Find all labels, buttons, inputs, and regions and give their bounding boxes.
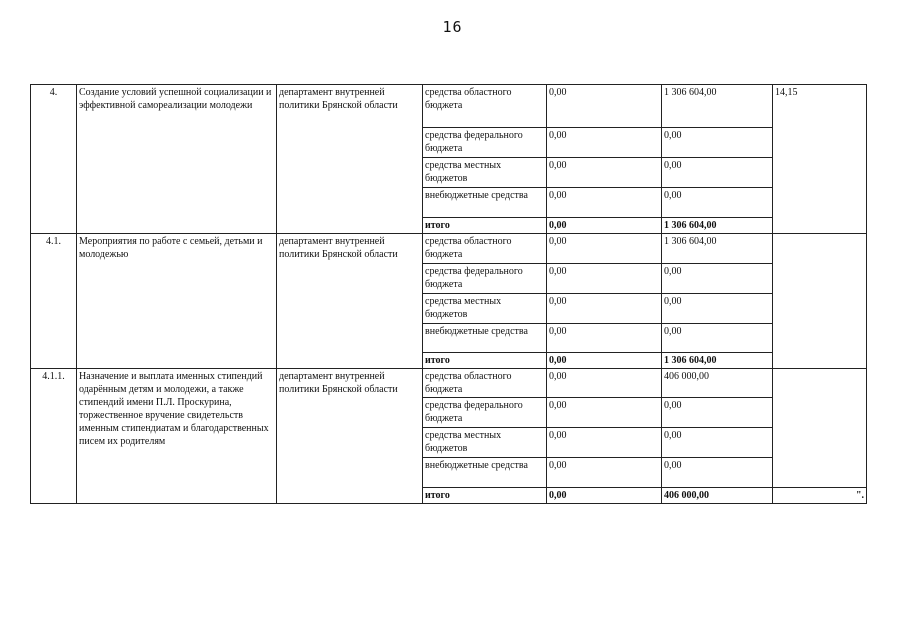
total-value: 1 306 604,00 [662,218,773,234]
total-value: 1 306 604,00 [662,353,773,369]
executor-cell: департамент внутренней политики Брянской области [277,85,423,234]
value-cell: 0,00 [547,398,662,428]
value-cell: 0,00 [547,458,662,488]
value-cell: 0,00 [547,188,662,218]
value-cell: 1 306 604,00 [662,85,773,128]
value-cell: 0,00 [662,264,773,294]
indicator-ref-cell [773,369,867,488]
funding-source: внебюджетные средства [423,324,547,353]
total-value: 0,00 [547,488,662,504]
indicator-ref-cell: 14,15 [773,85,867,234]
measure-title: Мероприятия по работе с семьей, детьми и молодежью [77,234,277,369]
value-cell: 0,00 [547,128,662,158]
value-cell: 0,00 [547,234,662,264]
table-row [31,369,867,398]
measure-title: Назначение и выплата именных стипендий одарённым детям и молодежи, а также стипендий имени П.Л. Проскурина, торжественное вручение свидетельств именным стипендиатам и благодарственных писем их родителям [77,369,277,504]
closing-quote-mark: ". [773,488,867,504]
funding-source: средства федерального бюджета [423,128,547,158]
value-cell: 0,00 [547,264,662,294]
funding-source: средства местных бюджетов [423,294,547,324]
value-cell: 0,00 [662,324,773,353]
value-cell: 0,00 [662,188,773,218]
funding-source: внебюджетные средства [423,458,547,488]
value-cell: 0,00 [547,428,662,458]
measure-title: Создание условий успешной социализации и эффективной самореализации молодежи [77,85,277,234]
value-cell: 0,00 [547,369,662,398]
total-label: итого [423,488,547,504]
value-cell: 1 306 604,00 [662,234,773,264]
value-cell: 0,00 [662,428,773,458]
budget-table [30,84,867,504]
row-number: 4.1. [31,234,77,369]
funding-source: внебюджетные средства [423,188,547,218]
total-label: итого [423,218,547,234]
table-row [31,234,867,264]
total-label: итого [423,353,547,369]
value-cell: 0,00 [547,158,662,188]
value-cell: 0,00 [662,158,773,188]
value-cell: 0,00 [662,294,773,324]
funding-source: средства федерального бюджета [423,264,547,294]
funding-source: средства федерального бюджета [423,398,547,428]
funding-source: средства областного бюджета [423,234,547,264]
executor-cell: департамент внутренней политики Брянской области [277,369,423,504]
page-number: 16 [442,18,463,36]
table-row [31,85,867,128]
value-cell: 0,00 [547,324,662,353]
value-cell: 0,00 [547,85,662,128]
value-cell: 0,00 [547,294,662,324]
value-cell: 0,00 [662,398,773,428]
value-cell: 0,00 [662,128,773,158]
total-value: 0,00 [547,218,662,234]
value-cell: 0,00 [662,458,773,488]
executor-cell: департамент внутренней политики Брянской области [277,234,423,369]
row-number: 4.1.1. [31,369,77,504]
total-value: 406 000,00 [662,488,773,504]
funding-source: средства местных бюджетов [423,428,547,458]
indicator-ref-cell [773,234,867,369]
funding-source: средства областного бюджета [423,85,547,128]
funding-source: средства местных бюджетов [423,158,547,188]
funding-source: средства областного бюджета [423,369,547,398]
value-cell: 406 000,00 [662,369,773,398]
total-value: 0,00 [547,353,662,369]
row-number: 4. [31,85,77,234]
